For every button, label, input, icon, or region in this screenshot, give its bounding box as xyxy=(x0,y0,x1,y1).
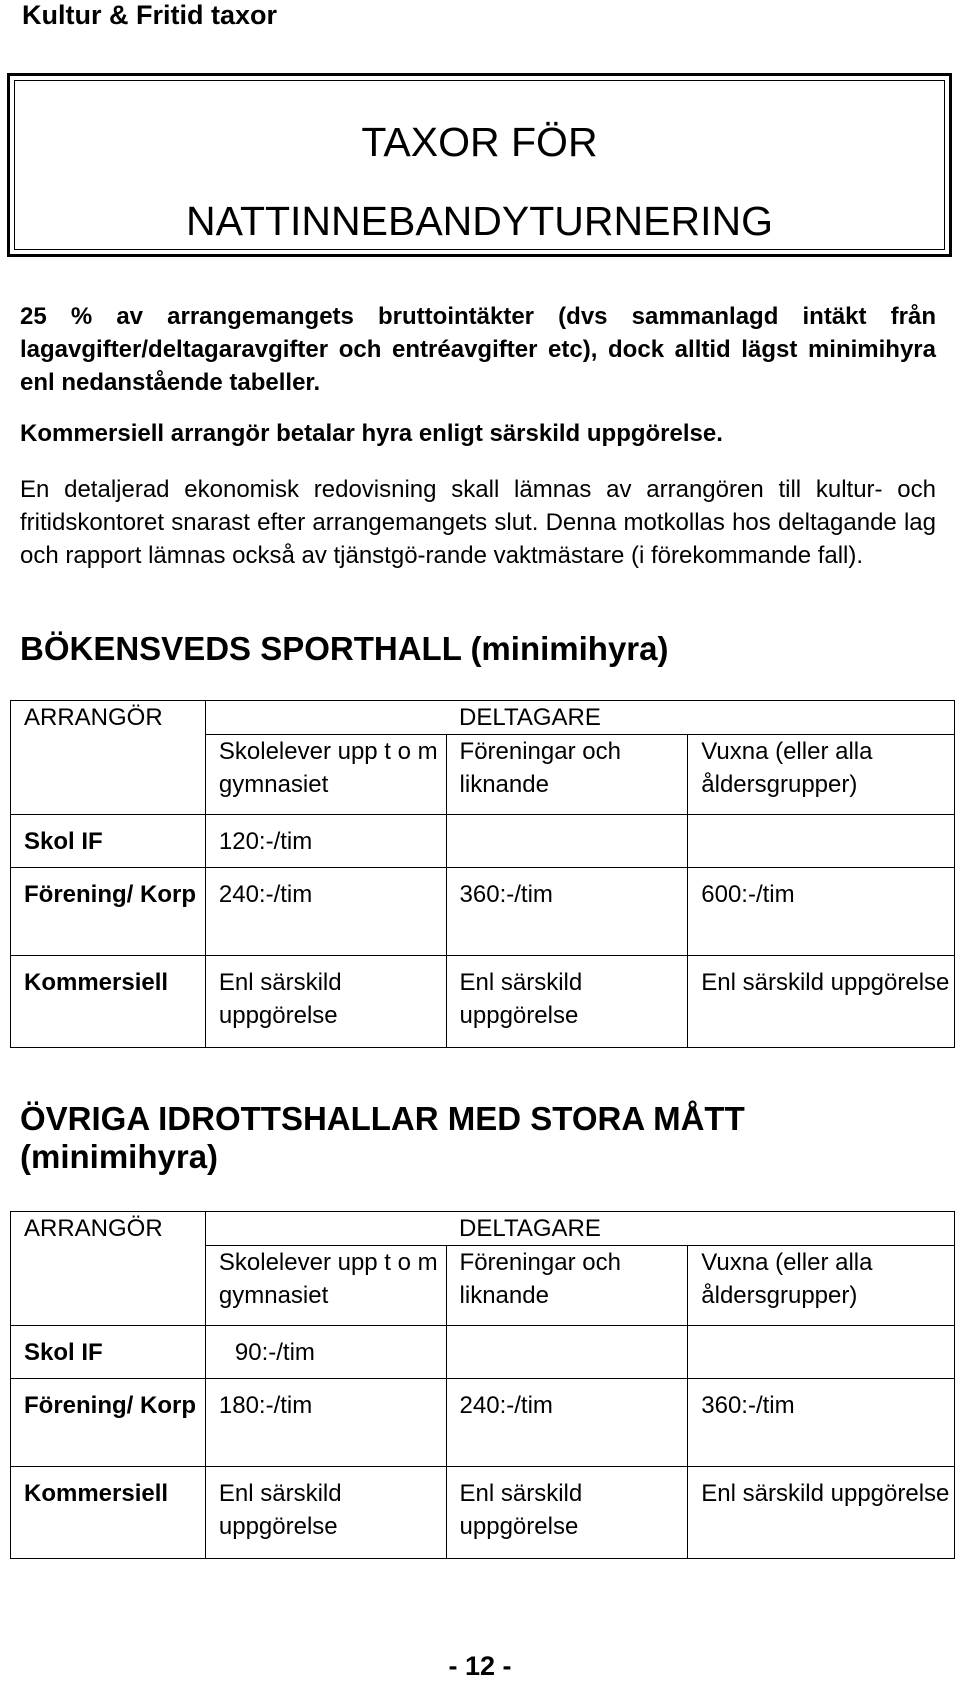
col-header-adults: Vuxna (eller alla åldersgrupper) xyxy=(688,1246,955,1326)
col-header-arranger: ARRANGÖR xyxy=(11,1212,206,1246)
col-header-students: Skolelever upp t o m gymnasiet xyxy=(205,735,446,815)
col-header-students: Skolelever upp t o m gymnasiet xyxy=(205,1246,446,1326)
cell-students: Enl särskild uppgörelse xyxy=(205,956,446,1048)
intro-paragraph-2: Kommersiell arrangör betalar hyra enligt särskild uppgörelse. xyxy=(20,420,723,447)
cell-students: 120:-/tim xyxy=(205,815,446,868)
col-header-participants: DELTAGARE xyxy=(446,1212,688,1246)
intro-paragraph-1: 25 % av arrangemangets bruttointäkter (dvs sammanlagd intäkt från lagavgifter/deltagaravgifter och entréavgifter etc), dock alltid lägst minimihyra enl nedanstående tabeller. xyxy=(20,303,936,396)
cell-clubs xyxy=(446,815,688,868)
row-label: Kommersiell xyxy=(11,956,206,1048)
cell-clubs xyxy=(446,1326,688,1379)
table-header-spacer xyxy=(688,701,955,735)
cell-adults: Enl särskild uppgörelse xyxy=(688,956,955,1048)
table-header-row xyxy=(11,1212,955,1246)
col-header-arranger: ARRANGÖR xyxy=(11,701,206,735)
col-header-adults: Vuxna (eller alla åldersgrupper) xyxy=(688,735,955,815)
cell-adults: Enl särskild uppgörelse xyxy=(688,1467,955,1559)
row-label: Skol IF xyxy=(11,815,206,868)
cell-clubs: 360:-/tim xyxy=(446,868,688,956)
cell-clubs: Enl särskild uppgörelse xyxy=(446,1467,688,1559)
intro-paragraph-3: En detaljerad ekonomisk redovisning skall lämnas av arrangören till kultur- och fritidskontoret snarast efter arrangemangets slut. Denna motkollas hos deltagande lag och rapport lämnas också av tjänstgö-rande vaktmästare (i förekommande fall). xyxy=(20,476,936,569)
cell-students: 90:-/tim xyxy=(205,1326,446,1379)
col-header-participants: DELTAGARE xyxy=(446,701,688,735)
table-subheader-row xyxy=(11,735,955,815)
table-row xyxy=(11,868,955,956)
table-row xyxy=(11,1326,955,1379)
col-header-clubs: Föreningar och liknande xyxy=(446,735,688,815)
page-number: - 12 - xyxy=(448,1651,512,1681)
table-header-row xyxy=(11,701,955,735)
title-line-1: TAXOR FÖR xyxy=(361,119,598,165)
col-header-clubs: Föreningar och liknande xyxy=(446,1246,688,1326)
table-row xyxy=(11,956,955,1048)
table-row xyxy=(11,1467,955,1559)
title-box-inner xyxy=(14,80,945,250)
title-box xyxy=(7,73,952,257)
cell-clubs: 240:-/tim xyxy=(446,1379,688,1467)
cell-adults xyxy=(688,815,955,868)
rate-table-bokensved xyxy=(10,700,955,1048)
table-header-spacer xyxy=(205,1212,446,1246)
table-row xyxy=(11,1379,955,1467)
section-title-ovriga-hallar: ÖVRIGA IDROTTSHALLAR MED STORA MÅTT (minimihyra) xyxy=(20,1100,745,1175)
row-label: Förening/ Korp xyxy=(11,868,206,956)
table-header-spacer xyxy=(688,1212,955,1246)
cell-adults: 600:-/tim xyxy=(688,868,955,956)
row-label: Kommersiell xyxy=(11,1467,206,1559)
title-line-2: NATTINNEBANDYTURNERING xyxy=(186,198,773,244)
cell-students: 180:-/tim xyxy=(205,1379,446,1467)
table-subheader-row xyxy=(11,1246,955,1326)
cell-students: 240:-/tim xyxy=(205,868,446,956)
row-label: Förening/ Korp xyxy=(11,1379,206,1467)
table-subheader-spacer xyxy=(11,735,206,815)
table-row xyxy=(11,815,955,868)
section-title-bokensved: BÖKENSVEDS SPORTHALL (minimihyra) xyxy=(20,630,669,667)
cell-adults: 360:-/tim xyxy=(688,1379,955,1467)
cell-students: Enl särskild uppgörelse xyxy=(205,1467,446,1559)
table-subheader-spacer xyxy=(11,1246,206,1326)
cell-adults xyxy=(688,1326,955,1379)
document-header: Kultur & Fritid taxor xyxy=(22,0,277,30)
row-label: Skol IF xyxy=(11,1326,206,1379)
rate-table-ovriga-hallar xyxy=(10,1211,955,1559)
cell-clubs: Enl särskild uppgörelse xyxy=(446,956,688,1048)
table-header-spacer xyxy=(205,701,446,735)
